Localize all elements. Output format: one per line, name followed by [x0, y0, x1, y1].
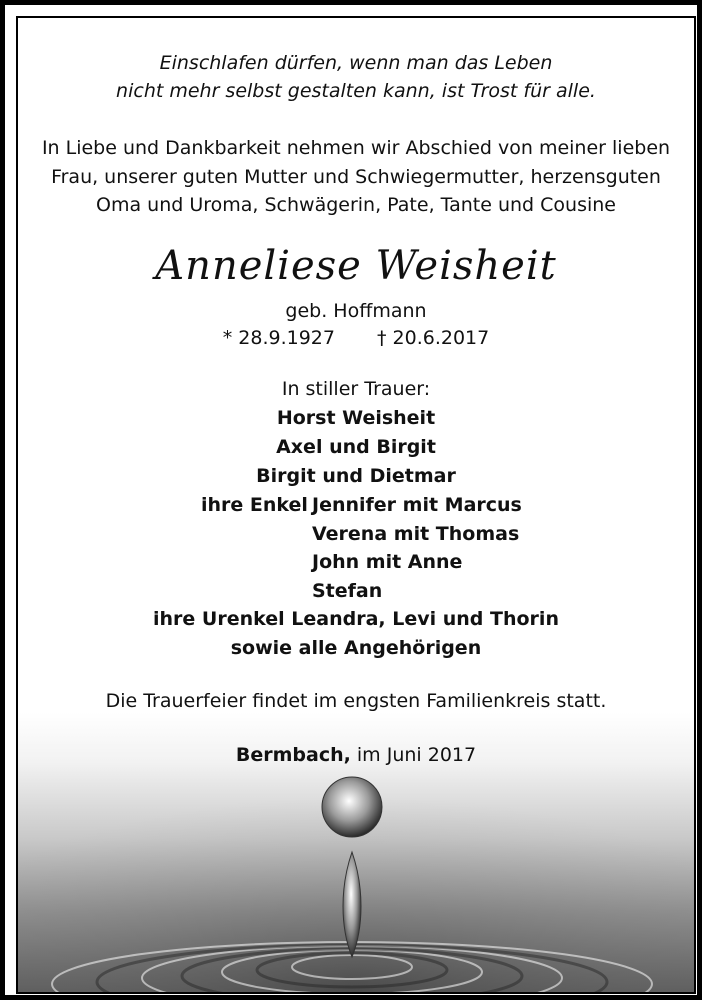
great-grandchildren: ihre Urenkel Leandra, Levi und Thorin: [153, 608, 559, 630]
intro-line-3: Oma und Uroma, Schwägerin, Pate, Tante und Cousine: [96, 194, 616, 216]
mourners-heading: In stiller Trauer:: [281, 378, 431, 400]
life-dates: [18, 327, 694, 349]
birth-name: geb. Hoffmann: [285, 300, 427, 322]
grandchild-4: Stefan: [312, 580, 383, 602]
grandchild-1: Jennifer mit Marcus: [312, 494, 522, 516]
death-date: † 20.6.2017: [377, 327, 490, 349]
grandchildren-label: ihre Enkel: [201, 494, 308, 516]
intro-line-2: Frau, unserer guten Mutter und Schwiegermutter, herzensguten: [51, 166, 661, 188]
motto-line-1: Einschlafen dürfen, wenn man das Leben: [159, 52, 553, 74]
relatives: sowie alle Angehörigen: [230, 637, 482, 659]
birth-date: * 28.9.1927: [222, 327, 335, 349]
inner-border: [16, 16, 696, 994]
place: Bermbach,: [235, 744, 351, 766]
grandchild-3: John mit Anne: [312, 551, 463, 573]
place-date: [18, 744, 694, 766]
ceremony-note: Die Trauerfeier findet im engsten Familienkreis statt.: [105, 690, 607, 712]
intro-line-1: In Liebe und Dankbarkeit nehmen wir Abschied von meiner lieben: [41, 137, 671, 159]
mourner-2: Axel und Birgit: [276, 436, 436, 458]
grandchild-2: Verena mit Thomas: [312, 523, 520, 545]
deceased-name: Anneliese Weisheit: [155, 243, 557, 289]
mourner-3: Birgit und Dietmar: [256, 465, 456, 487]
motto-line-2: nicht mehr selbst gestalten kann, ist Trost für alle.: [116, 80, 596, 102]
mourner-1: Horst Weisheit: [276, 407, 436, 429]
date: im Juni 2017: [356, 744, 477, 766]
